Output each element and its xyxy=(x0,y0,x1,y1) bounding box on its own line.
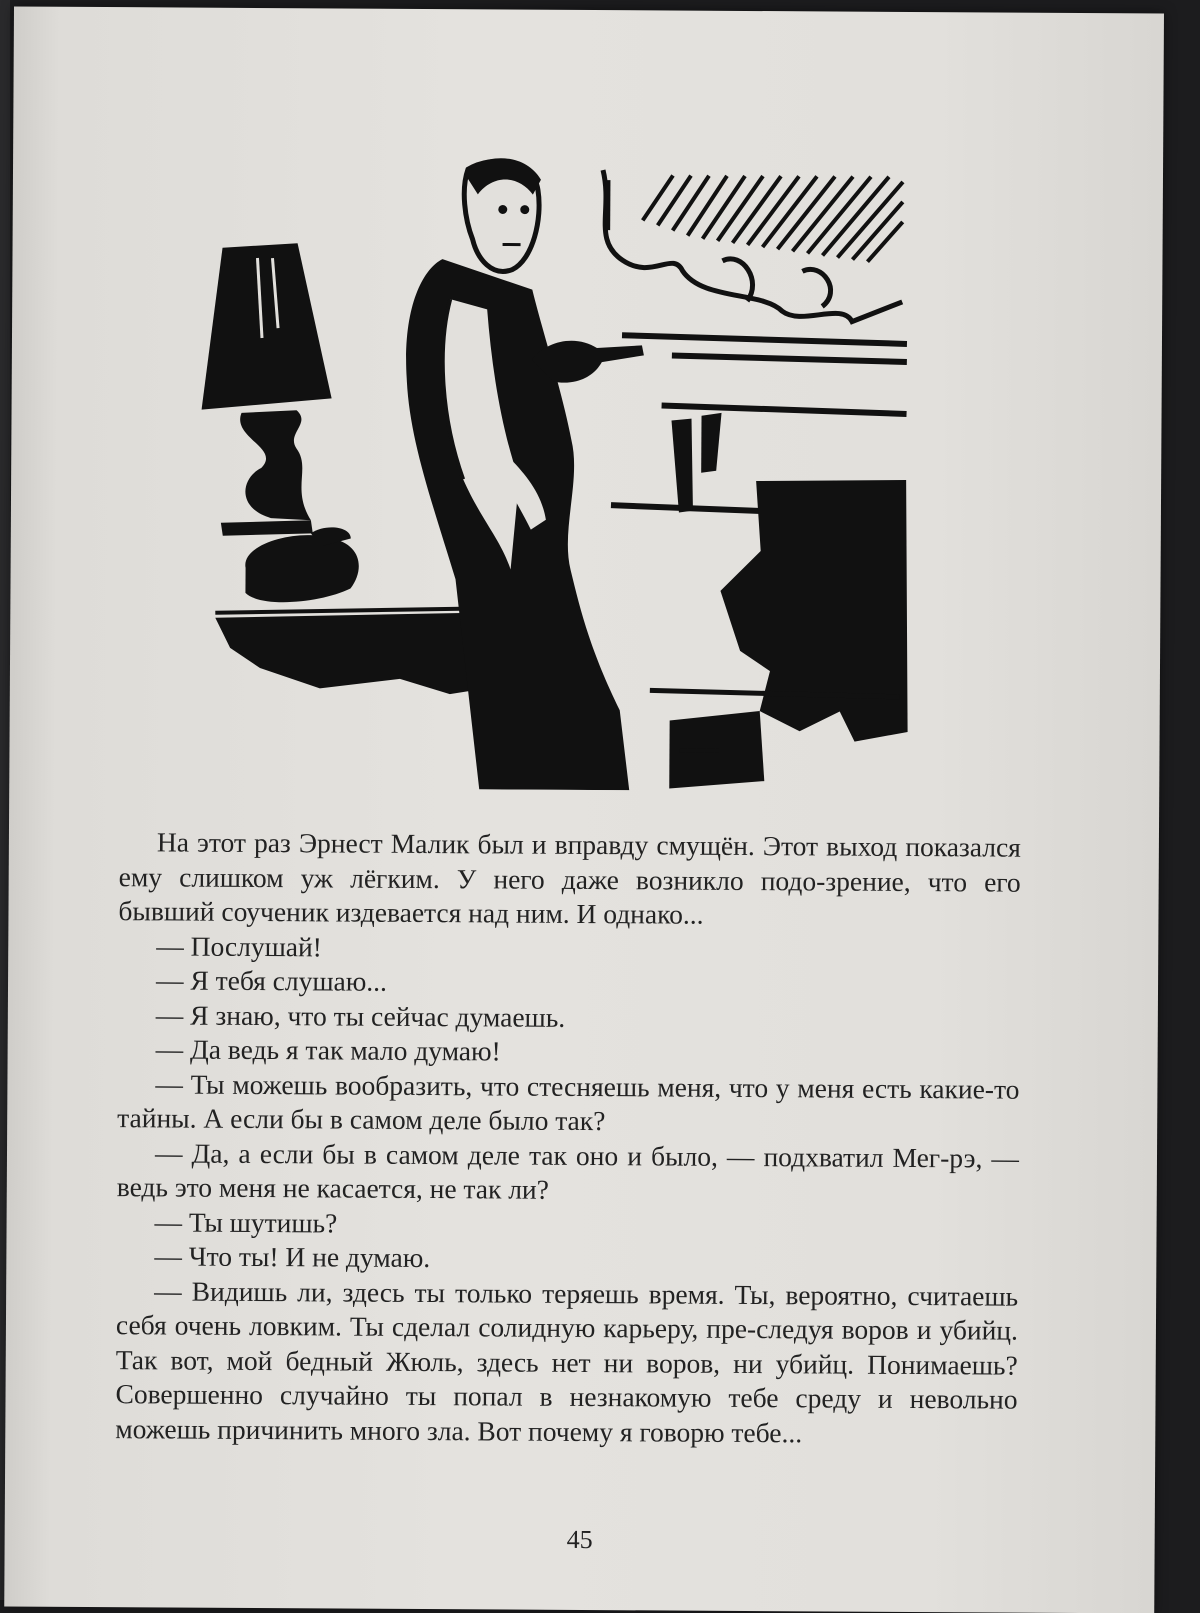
dialogue-line: — Я тебя слушаю... xyxy=(118,963,1020,1003)
dialogue-line: — Послушай! xyxy=(118,929,1020,969)
lamp-base xyxy=(240,410,312,520)
lamp-shade xyxy=(202,243,333,411)
dialogue-line: — Что ты! И не думаю. xyxy=(116,1239,1018,1279)
book-page xyxy=(4,6,1164,1613)
dialogue-line: — Я знаю, что ты сейчас думаешь. xyxy=(118,998,1020,1038)
mirror-hatching xyxy=(642,175,903,262)
dialogue-line: — Ты можешь вообразить, что стесняешь меня, что у меня есть какие-то тайны. А если бы в самом деле было так? xyxy=(117,1067,1019,1142)
fireplace xyxy=(720,479,910,742)
dialogue-line: — Видишь ли, здесь ты только теряешь время. Ты, вероятно, считаешь себя очень ловким. Ты сделал солидную карьеру, пре-следуя воров и убийц. Так вот, мой бедный Жюль, здесь нет ни воров, ни убийц. Понимаешь? Совершенно случайно ты попал в незнакомую тебе среду и невольно можешь причинить много зла. Вот почему я говорю тебе... xyxy=(115,1274,1018,1452)
telephone xyxy=(245,535,359,603)
paragraph: На этот раз Эрнест Малик был и вправду смущён. Этот выход показался ему слишком уж лёгким. У него даже возникло подо-зрение, что его бывший соученик издевается над ним. И однако... xyxy=(118,825,1021,934)
dialogue-line: — Ты шутишь? xyxy=(116,1205,1018,1245)
ink-illustration xyxy=(199,148,923,792)
man-figure xyxy=(403,158,645,791)
body-text xyxy=(115,825,1021,1451)
dialogue-line: — Да ведь я так мало думаю! xyxy=(118,1032,1020,1072)
page-number: 45 xyxy=(5,1521,1155,1558)
dialogue-line: — Да, а если бы в самом деле так оно и было, — подхватил Мег-рэ, — ведь это меня не касается, не так ли? xyxy=(117,1136,1019,1211)
